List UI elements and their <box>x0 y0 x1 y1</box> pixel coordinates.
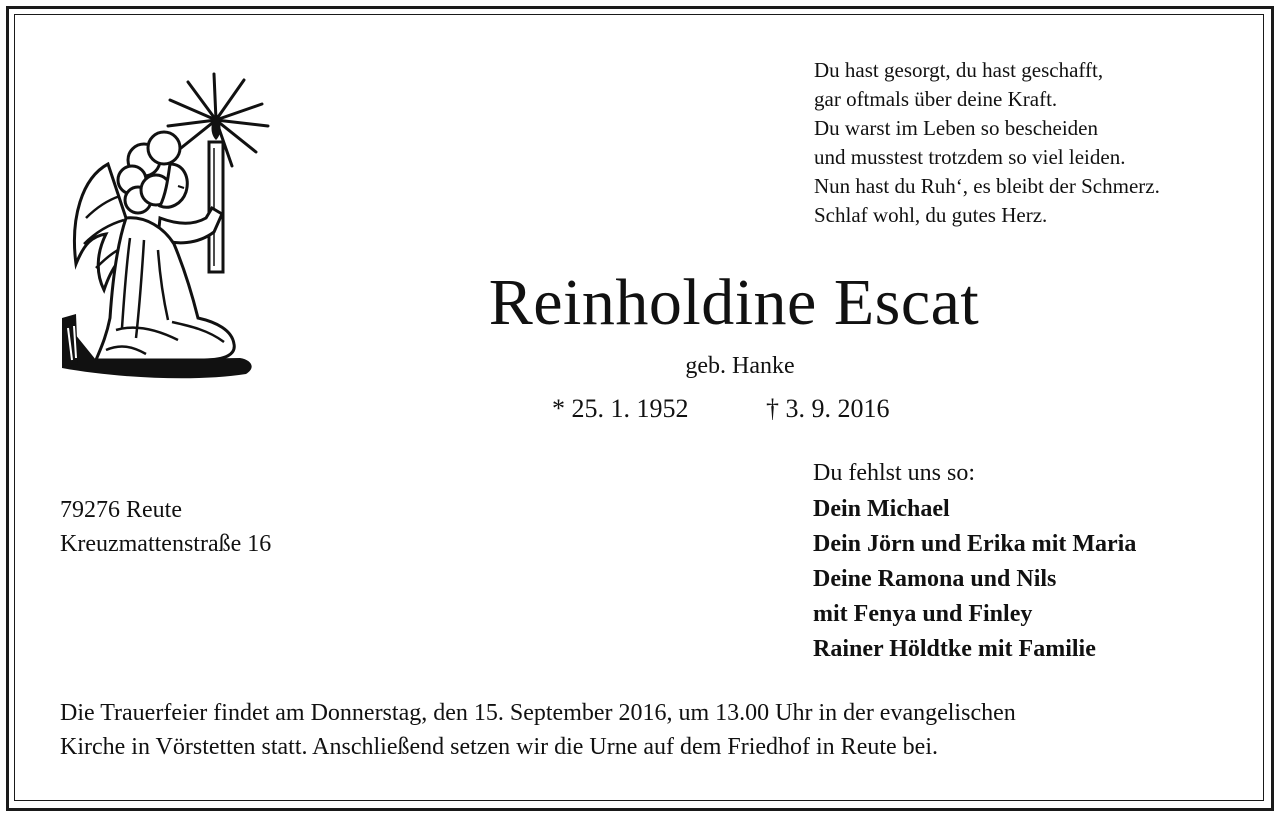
mourner-entry: Rainer Höldtke mit Familie <box>813 636 1096 662</box>
death-date: † 3. 9. 2016 <box>766 394 890 423</box>
mourner-entry: Deine Ramona und Nils <box>813 566 1057 592</box>
poem-line: und musstest trotzdem so viel leiden. <box>814 145 1126 169</box>
mourner-entry: Dein Jörn und Erika mit Maria <box>813 531 1137 557</box>
birth-date: * 25. 1. 1952 <box>552 394 689 423</box>
deceased-name: Reinholdine Escat <box>488 266 980 339</box>
maiden-name: geb. Hanke <box>685 353 795 379</box>
mourners-list <box>813 492 1136 667</box>
address <box>60 493 271 561</box>
poem-line: gar oftmals über deine Kraft. <box>814 87 1058 111</box>
mourner-entry: Dein Michael <box>813 496 950 522</box>
funeral-notice-line: Die Trauerfeier findet am Donnerstag, den 15. September 2016, um 13.00 Uhr in der evangelischen <box>60 700 1016 726</box>
kneeling-angel-with-candle-icon <box>56 68 288 386</box>
address-city: 79276 Reute <box>60 497 182 523</box>
funeral-notice <box>60 696 1240 764</box>
mourner-entry: mit Fenya und Finley <box>813 601 1033 627</box>
family-intro: Du fehlst uns so: <box>813 460 975 486</box>
poem-line: Nun hast du Ruh‘, es bleibt der Schmerz. <box>814 174 1160 198</box>
poem-line: Schlaf wohl, du gutes Herz. <box>814 203 1048 227</box>
poem-line: Du hast gesorgt, du hast geschafft, <box>814 58 1104 82</box>
funeral-notice-line: Kirche in Vörstetten statt. Anschließend setzen wir die Urne auf dem Friedhof in Reute bei. <box>60 734 938 760</box>
poem <box>814 56 1234 230</box>
poem-line: Du warst im Leben so bescheiden <box>814 116 1099 140</box>
address-street: Kreuzmattenstraße 16 <box>60 531 272 557</box>
